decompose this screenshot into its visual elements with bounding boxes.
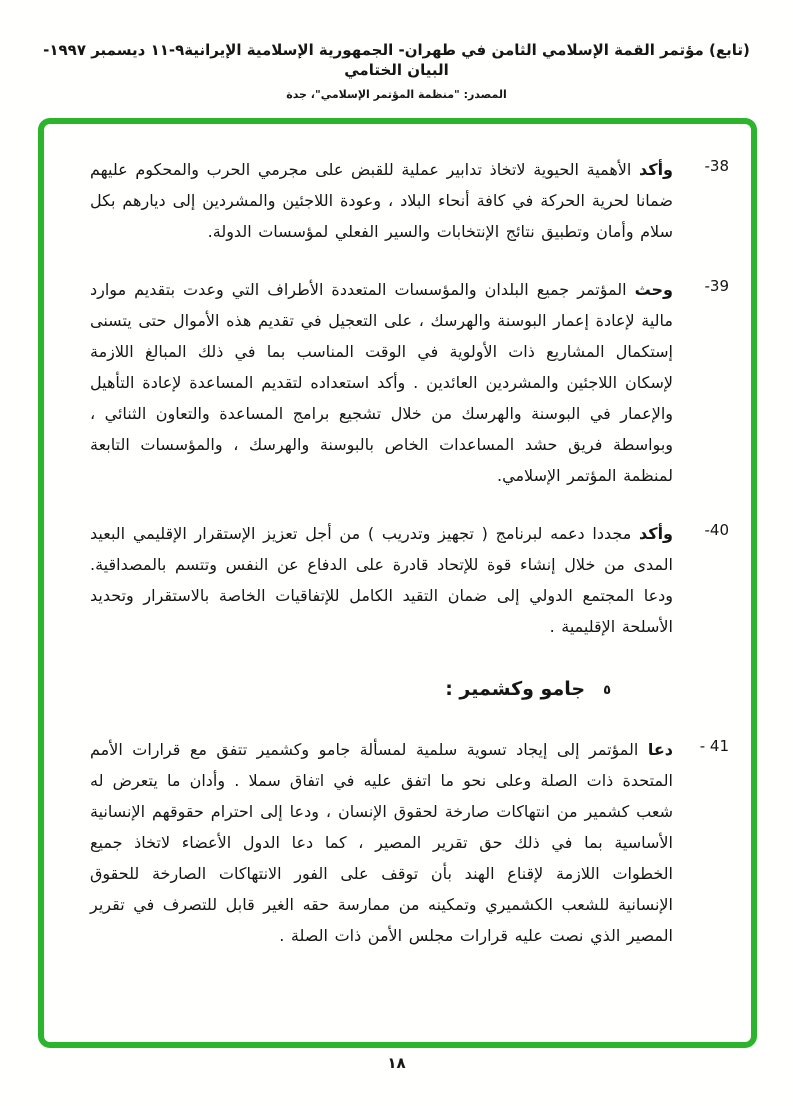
paragraph-body-text: الأهمية الحيوية لاتخاذ تدابير عملية للقبض على مجرمي الحرب والمحكوم عليهم ضمانا لحرية الحركة في كافة أنحاء البلاد ، وعودة اللاجئين والمشردين إلى ديارهم بكل سلام وأمان وتطبيق نتائج الإنتخابات والسير الفعلي لمؤسسات الدولة.: [90, 160, 673, 241]
paragraph-number: - 41: [699, 737, 729, 755]
paragraph-lead-word: دعا: [647, 740, 673, 759]
section-heading-label: جامو وكشمير :: [445, 678, 586, 700]
paragraph-lead-word: وحث: [634, 280, 673, 299]
page-number: ١٨: [387, 1054, 406, 1072]
paragraph-body-text: مجددا دعمه لبرنامج ( تجهيز وتدريب ) من أجل تعزيز الإستقرار الإقليمي البعيد المدى من خلال إنشاء قوة للإتحاد قادرة على الدفاع عن النفس وتتسم بالمصداقية. ودعا المجتمع الدولي إلى ضمان التقيد الكامل للإتفاقيات الخاصة بالاستقرار وتحديد الأسلحة الإقليمية .: [90, 524, 673, 636]
paragraph-text: [90, 274, 673, 491]
paragraph-41: [90, 734, 729, 951]
highlight-border-box: [38, 118, 757, 1048]
header-title: (تابع) مؤتمر القمة الإسلامي الثامن في طهران- الجمهورية الإسلامية الإيرانية٩-١١ ديسمبر ١٩٩٧- البيان الختامي: [43, 41, 750, 80]
paragraph-lead-word: وأكد: [639, 160, 673, 179]
paragraph-38: [90, 154, 729, 247]
paragraph-40: [90, 518, 729, 642]
paragraph-text: [90, 154, 673, 247]
bullet-icon: ٥: [603, 682, 611, 698]
paragraph-number: -40: [704, 521, 729, 539]
paragraph-body-text: المؤتمر إلى إيجاد تسوية سلمية لمسألة جامو وكشمير تتفق مع قرارات الأمم المتحدة ذات الصلة وعلى نحو ما اتفق عليه في اتفاق سملا . وأدان ما يتعرض له شعب كشمير من انتهاكات صارخة لحقوق الإنسان ، ودعا إلى احترام حقوقهم الإنسانية الأساسية بما في ذلك حق تقرير المصير ، كما دعا الدول الأعضاء لاتخاذ جميع الخطوات اللازمة لإقناع الهند بأن توقف على الفور الانتهاكات الصارخة للحقوق الإنسانية للشعب الكشميري وتمكينه من ممارسة حقه الغير قابل للتصرف في تقرير المصير الذي نصت عليه قرارات مجلس الأمن ذات الصلة .: [90, 740, 673, 945]
section-heading-jammu-kashmir: [90, 678, 611, 700]
paragraph-text: [90, 518, 673, 642]
paragraph-number: -39: [704, 277, 729, 295]
document-header: [0, 0, 793, 101]
paragraph-text: [90, 734, 673, 951]
paragraph-lead-word: وأكد: [639, 524, 673, 543]
header-source: المصدر: "منظمة المؤتمر الإسلامي"، جدة: [286, 87, 507, 101]
paragraph-body-text: المؤتمر جميع البلدان والمؤسسات المتعددة الأطراف التي وعدت بتقديم موارد مالية لإعادة إعمار البوسنة والهرسك ، على التعجيل في تقديم هذه الأموال حتى يتسنى إستكمال المشاريع ذات الأولوية في الوقت المناسب بما في ذلك المبالغ اللازمة لإسكان اللاجئين والمشردين العائدين . وأكد استعداده لتقديم المساعدة لإعادة التأهيل والإعمار في البوسنة والهرسك من خلال تشجيع برامج المساعدة والتعاون الثنائي ، وبواسطة فريق حشد المساعدات الخاص بالبوسنة والهرسك ، والمؤسسات التابعة لمنظمة المؤتمر الإسلامي.: [90, 280, 673, 485]
paragraph-number: -38: [704, 157, 729, 175]
paragraph-39: [90, 274, 729, 491]
